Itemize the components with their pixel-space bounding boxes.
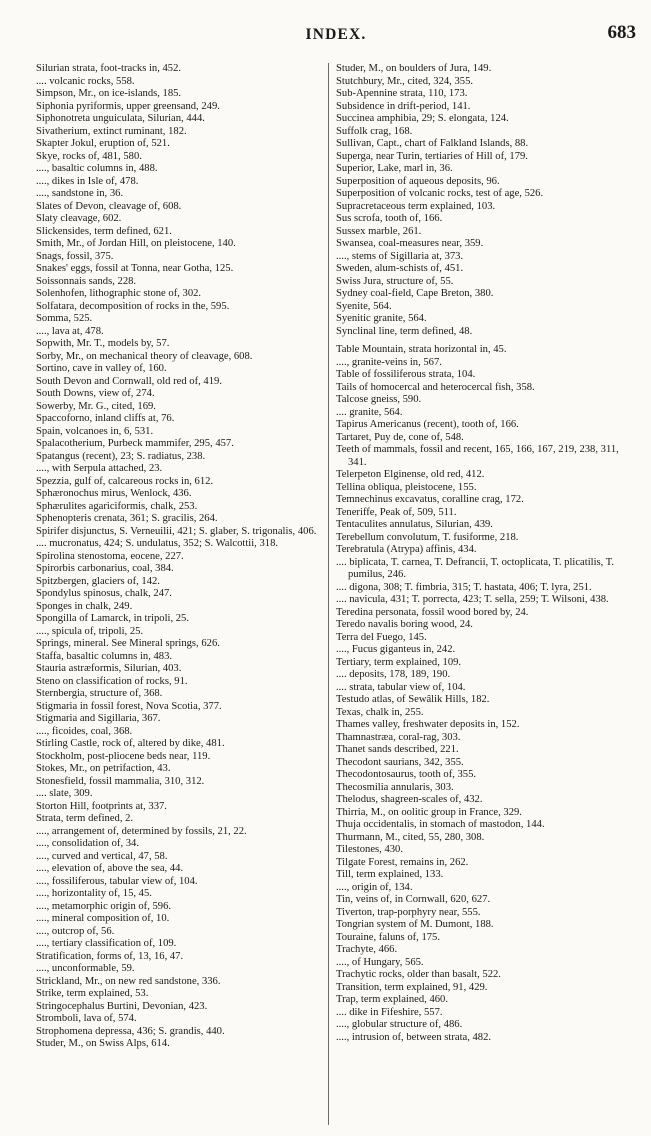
index-entry: ...., stems of Sigillaria at, 373. [336, 250, 464, 262]
index-entry: Thanet sands described, 221. [336, 744, 459, 755]
index-entry: ...., outcrop of, 56. [36, 925, 115, 937]
index-entry: Tiverton, trap-porphyry near, 555. [336, 906, 481, 918]
index-entry: Spondylus spinosus, chalk, 247. [36, 588, 172, 599]
index-entry: Syenitic granite, 564. [336, 313, 427, 324]
index-entry: Tilgate Forest, remains in, 262. [336, 856, 469, 868]
index-entry: Table of fossiliferous strata, 104. [336, 369, 476, 380]
index-entry: ...., granite-veins in, 567. [336, 356, 442, 368]
index-entry: Simpson, Mr., on ice-islands, 185. [36, 88, 182, 99]
index-entry: Thecodont saurians, 342, 355. [336, 756, 464, 768]
index-entry: .... granite, 564. [336, 406, 403, 418]
index-entry: Soissonnais sands, 228. [36, 275, 137, 287]
index-entry: Slickensides, term defined, 621. [36, 225, 172, 237]
index-entry: Storton Hill, footprints at, 337. [36, 800, 167, 812]
index-entry: Stigmaria and Sigillaria, 367. [36, 713, 161, 724]
index-entry: Thames valley, freshwater deposits in, 152. [336, 719, 520, 730]
index-entry: Somma, 525. [36, 313, 93, 324]
index-entry: Studer, M., on boulders of Jura, 149. [336, 63, 492, 74]
index-entry: Strophomena depressa, 436; S. grandis, 440. [36, 1025, 225, 1037]
index-entry: Thuja occidentalis, in stomach of mastodon, 144. [336, 819, 545, 830]
column-divider [328, 63, 329, 1125]
index-entry: South Downs, view of, 274. [36, 388, 155, 399]
index-entry: Sus scrofa, tooth of, 166. [336, 213, 443, 224]
index-entry: Telerpeton Elginense, old red, 412. [336, 469, 485, 480]
index-entry: Stokes, Mr., on petrifaction, 43. [36, 763, 171, 774]
index-entry: Stratification, forms of, 13, 16, 47. [36, 950, 184, 962]
index-entry: ...., horizontality of, 15, 45. [36, 888, 152, 899]
index-entry: Spain, volcanoes in, 6, 531. [36, 425, 154, 437]
index-entry: Thecosmilia annularis, 303. [336, 781, 454, 793]
index-entry: Sivatherium, extinct ruminant, 182. [36, 125, 187, 137]
index-entry: ...., mineral composition of, 10. [36, 913, 170, 924]
index-entry: Stigmaria in fossil forest, Nova Scotia, 377. [36, 700, 222, 712]
index-entry: ...., dikes in Isle of, 478. [36, 175, 139, 187]
index-entry: Sub-Apennine strata, 110, 173. [336, 88, 468, 99]
index-entry: .... slate, 309. [36, 788, 93, 799]
index-entry: Trap, term explained, 460. [336, 994, 448, 1005]
index-entry: Testudo atlas, of Sewâlik Hills, 182. [336, 694, 490, 705]
index-columns [36, 63, 646, 1128]
index-entry: Skye, rocks of, 481, 580. [36, 150, 142, 162]
index-entry: ...., curved and vertical, 47, 58. [36, 850, 168, 862]
index-entry: .... navicula, 431; T. porrecta, 423; T. sella, 259; T. Wilsoni, 438. [336, 594, 609, 605]
index-entry: Skapter Jokul, eruption of, 521. [36, 138, 170, 149]
index-entry: Synclinal line, term defined, 48. [336, 325, 473, 337]
index-entry: .... volcanic rocks, 558. [36, 75, 135, 87]
index-entry: Swansea, coal-measures near, 359. [336, 238, 484, 249]
index-entry: Sorby, Mr., on mechanical theory of cleavage, 608. [36, 350, 253, 362]
index-entry: Table Mountain, strata horizontal in, 45. [336, 344, 507, 355]
index-entry: Sponges in chalk, 249. [36, 600, 133, 612]
index-entry: Stonesfield, fossil mammalia, 310, 312. [36, 775, 205, 787]
index-entry: Solfatara, decomposition of rocks in the, 595. [36, 300, 230, 312]
index-entry: Supracretaceous term explained, 103. [336, 200, 496, 212]
index-entry: ...., intrusion of, between strata, 482. [336, 1031, 492, 1043]
index-entry: Teeth of mammals, fossil and recent, 165, 166, 167, 219, 238, 311, 341. [336, 444, 619, 468]
index-entry: Tapirus Americanus (recent), tooth of, 166. [336, 419, 519, 430]
index-entry: .... deposits, 178, 189, 190. [336, 669, 451, 680]
index-entry: Studer, M., on Swiss Alps, 614. [36, 1038, 170, 1049]
index-entry: Steno on classification of rocks, 91. [36, 675, 188, 687]
index-entry: .... strata, tabular view of, 104. [336, 681, 466, 693]
index-entry: Sternbergia, structure of, 368. [36, 688, 163, 699]
index-entry: Strickland, Mr., on new red sandstone, 336. [36, 975, 221, 987]
index-entry: Stauria astræformis, Silurian, 403. [36, 663, 182, 674]
index-entry: Stromboli, lava of, 574. [36, 1013, 137, 1024]
index-entry: Silurian strata, foot-tracks in, 452. [36, 63, 182, 74]
index-entry: ...., arrangement of, determined by fossils, 21, 22. [36, 825, 247, 837]
page-number: 683 [607, 22, 636, 43]
index-entry: Slaty cleavage, 602. [36, 213, 122, 224]
index-entry: Teredina personata, fossil wood bored by, 24. [336, 606, 529, 618]
index-entry: ...., origin of, 134. [336, 881, 413, 893]
index-entry: Tails of homocercal and heterocercal fish, 358. [336, 381, 535, 393]
index-entry: ...., fossiliferous, tabular view of, 104. [36, 875, 198, 887]
index-entry: Sydney coal-field, Cape Breton, 380. [336, 288, 494, 299]
index-entry: Smith, Mr., of Jordan Hill, on pleistocene, 140. [36, 238, 236, 249]
index-entry: .... mucronatus, 424; S. undulatus, 352; S. Walcottii, 318. [36, 538, 279, 549]
index-entry: Spaccoforno, inland cliffs at, 76. [36, 413, 175, 424]
index-entry: .... dike in Fifeshire, 557. [336, 1006, 443, 1018]
index-entry: Thecodontosaurus, tooth of, 355. [336, 769, 477, 780]
index-entry: Temnechinus excavatus, coralline crag, 172. [336, 494, 524, 505]
index-entry: Sopwith, Mr. T., models by, 57. [36, 338, 170, 349]
right-column [336, 63, 636, 1128]
index-entry: Tongrian system of M. Dumont, 188. [336, 919, 494, 930]
index-entry: ...., spicula of, tripoli, 25. [36, 625, 144, 637]
index-entry: Tilestones, 430. [336, 844, 404, 855]
index-entry: Sphenopteris crenata, 361; S. gracilis, 264. [36, 513, 218, 524]
index-entry: ...., ficoides, coal, 368. [36, 725, 133, 737]
index-entry: Snags, fossil, 375. [36, 250, 114, 262]
index-entry: Terebellum convolutum, T. fusiforme, 218. [336, 531, 519, 543]
index-entry: Trachytic rocks, older than basalt, 522. [336, 969, 501, 980]
index-entry: Springs, mineral. See Mineral springs, 626. [36, 638, 220, 649]
index-entry: Spitzbergen, glaciers of, 142. [36, 575, 160, 587]
index-entry: Thirria, M., on oolitic group in France, 329. [336, 806, 522, 818]
index-entry: Spirorbis carbonarius, coal, 384. [36, 563, 174, 574]
index-entry: Sphæronochus mirus, Wenlock, 436. [36, 488, 192, 499]
index-entry: Tin, veins of, in Cornwall, 620, 627. [336, 894, 491, 905]
index-entry: ...., of Hungary, 565. [336, 956, 424, 968]
index-entry: ...., lava at, 478. [36, 325, 104, 337]
index-entry: Transition, term explained, 91, 429. [336, 981, 488, 993]
index-entry: Tertiary, term explained, 109. [336, 656, 462, 668]
index-entry: Sowerby, Mr. G., cited, 169. [36, 400, 156, 412]
index-entry: ...., globular structure of, 486. [336, 1019, 463, 1030]
index-entry: Texas, chalk in, 255. [336, 706, 424, 718]
running-head: INDEX. [305, 26, 367, 43]
index-entry: Superga, near Turin, tertiaries of Hill of, 179. [336, 150, 528, 162]
index-entry: Sussex marble, 261. [336, 225, 422, 237]
index-entry: Thelodus, shagreen-scales of, 432. [336, 794, 483, 805]
index-entry: Solenhofen, lithographic stone of, 302. [36, 288, 202, 299]
index-entry: Siphonotreta unguiculata, Silurian, 444. [36, 113, 205, 124]
index-entry: Slates of Devon, cleavage of, 608. [36, 200, 182, 212]
index-entry: Terra del Fuego, 145. [336, 631, 427, 643]
index-entry: Spalacotherium, Purbeck mammifer, 295, 457. [36, 438, 234, 449]
index-entry: ...., tertiary classification of, 109. [36, 938, 177, 949]
index-entry: Touraine, faluns of, 175. [336, 931, 440, 943]
index-entry: Strike, term explained, 53. [36, 988, 149, 999]
index-entry: Thurmann, M., cited, 55, 280, 308. [336, 831, 485, 843]
left-column [36, 63, 322, 1128]
index-entry: Talcose gneiss, 590. [336, 394, 422, 405]
index-entry: Tellina obliqua, pleistocene, 155. [336, 481, 477, 493]
index-entry: Tentaculites annulatus, Silurian, 439. [336, 519, 493, 530]
index-entry: Superposition of aqueous deposits, 96. [336, 175, 500, 187]
index-entry: Spezzia, gulf of, calcareous rocks in, 612. [36, 475, 214, 487]
index-entry: ...., basaltic columns in, 488. [36, 163, 158, 174]
index-entry: Syenite, 564. [336, 300, 392, 312]
index-entry: Spongilla of Lamarck, in tripoli, 25. [36, 613, 189, 624]
index-entry: .... digona, 308; T. fimbria, 315; T. hastata, 406; T. lyra, 251. [336, 581, 592, 593]
index-entry: ...., Fucus giganteus in, 242. [336, 644, 456, 655]
index-entry: Terebratula (Atrypa) affinis, 434. [336, 544, 477, 555]
index-entry: Stirling Castle, rock of, altered by dike, 481. [36, 738, 225, 749]
index-entry: Sortino, cave in valley of, 160. [36, 363, 167, 374]
index-entry: Spatangus (recent), 23; S. radiatus, 238. [36, 450, 206, 462]
index-entry: Snakes' eggs, fossil at Tonna, near Gotha, 125. [36, 263, 234, 274]
index-entry: Superposition of volcanic rocks, test of age, 526. [336, 188, 544, 199]
index-entry: Sweden, alum-schists of, 451. [336, 263, 464, 274]
index-entry: Teneriffe, Peak of, 509, 511. [336, 506, 457, 518]
index-entry: Teredo navalis boring wood, 24. [336, 619, 473, 630]
index-entry: Succinea amphibia, 29; S. elongata, 124. [336, 113, 509, 124]
index-entry: Stockholm, post-pliocene beds near, 119. [36, 750, 211, 762]
page-header [36, 22, 636, 46]
index-entry: Superior, Lake, marl in, 36. [336, 163, 453, 174]
index-entry: ...., with Serpula attached, 23. [36, 463, 163, 474]
index-entry: South Devon and Cornwall, old red of, 419. [36, 375, 222, 387]
index-entry: ...., elevation of, above the sea, 44. [36, 863, 184, 874]
index-entry: ...., consolidation of, 34. [36, 838, 139, 849]
index-entry: .... biplicata, T. carnea, T. Defrancii, T. octoplicata, T. plicatilis, T. pumilus, 246. [336, 556, 615, 580]
index-entry: Swiss Jura, structure of, 55. [336, 275, 454, 287]
index-entry: Spirolina stenostoma, eocene, 227. [36, 550, 184, 562]
index-entry: Trachyte, 466. [336, 944, 398, 955]
index-entry: Strata, term defined, 2. [36, 813, 134, 824]
index-entry: Stutchbury, Mr., cited, 324, 355. [336, 75, 474, 87]
index-entry: Sphærulites agariciformis, chalk, 253. [36, 500, 198, 512]
index-entry: ...., metamorphic origin of, 596. [36, 900, 172, 912]
index-entry: Tartaret, Puy de, cone of, 548. [336, 431, 464, 443]
index-entry: ...., unconformable, 59. [36, 963, 135, 974]
index-entry: Till, term explained, 133. [336, 869, 444, 880]
index-entry: Staffa, basaltic columns in, 483. [36, 650, 173, 662]
index-entry: Sullivan, Capt., chart of Falkland Islands, 88. [336, 138, 529, 149]
index-entry: Siphonia pyriformis, upper greensand, 249. [36, 100, 220, 112]
index-entry: Stringocephalus Burtini, Devonian, 423. [36, 1000, 208, 1012]
index-entry: Thamnastræa, coral-rag, 303. [336, 731, 461, 743]
index-entry: Spirifer disjunctus, S. Verneuilii, 421; S. glaber, S. trigonalis, 406. [36, 525, 317, 537]
index-entry: Suffolk crag, 168. [336, 125, 413, 137]
index-entry: ...., sandstone in, 36. [36, 188, 124, 199]
index-entry: Subsidence in drift-period, 141. [336, 100, 471, 112]
